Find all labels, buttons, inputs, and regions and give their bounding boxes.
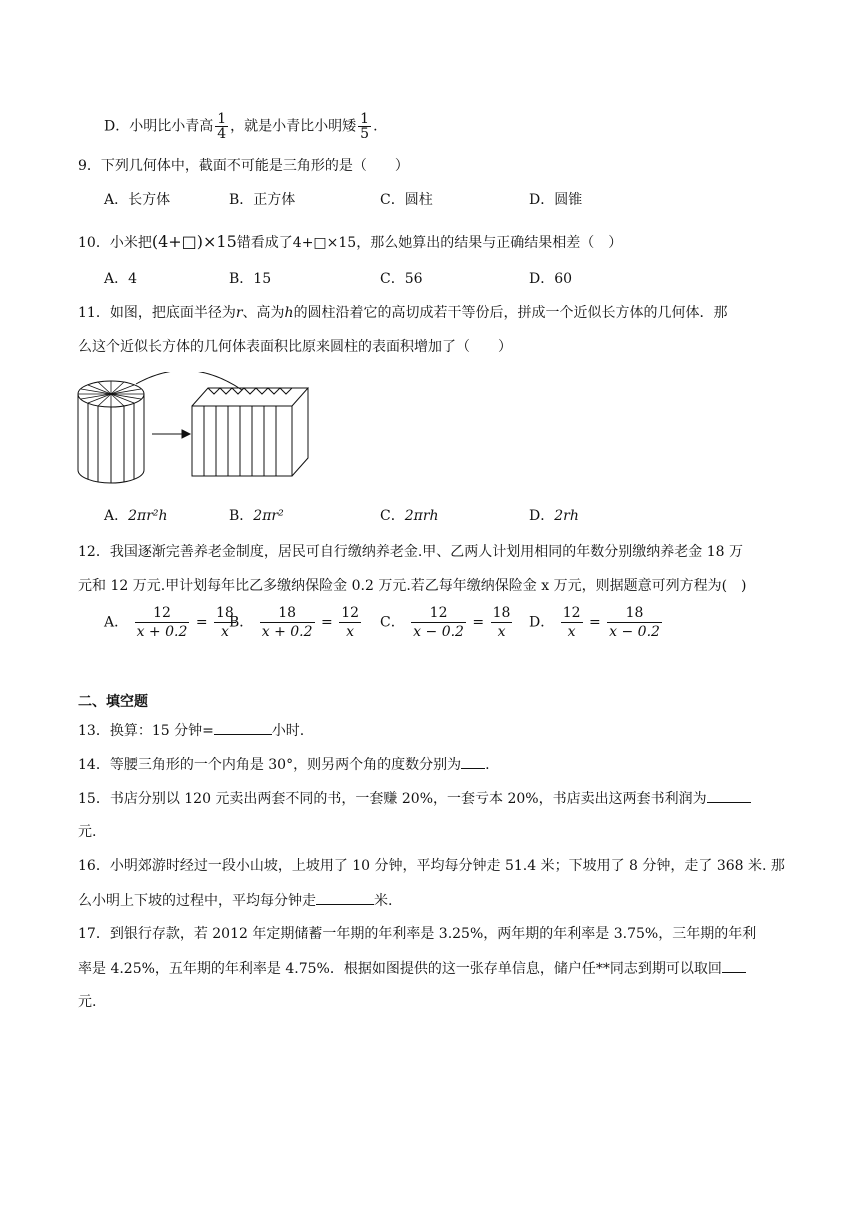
denominator: x xyxy=(497,624,506,640)
q12-option-c: C． $\frac{12}{x - 0.2}$ = $\frac{18}{x}$ xyxy=(380,605,511,640)
fraction-one-fifth xyxy=(358,112,371,141)
q16-text-b: 米. xyxy=(374,893,393,909)
denominator: x xyxy=(220,624,229,640)
q8-option-d xyxy=(104,112,378,141)
option-math: 2πrh xyxy=(404,508,439,524)
q10-stem-b: 错看成了4+□×15，那么她算出的结果与正确结果相差（ ） xyxy=(236,235,623,251)
option-label: B． xyxy=(229,508,254,524)
q15-line2: 元. xyxy=(78,824,97,840)
option-label: C． xyxy=(380,614,405,631)
equation-left-fraction xyxy=(135,604,190,641)
q15-line1 xyxy=(78,788,751,809)
numerator: 18 xyxy=(492,605,511,621)
q17-text: 率是 4.25%，五年期的年利率是 4.75%．根据如图提供的这一张存单信息，储户任**同志到期可以取回 xyxy=(78,961,722,977)
section-heading-fill-in: 二、填空题 xyxy=(78,694,148,710)
q12-option-a: A． $\frac{12}{x + 0.2}$ = $\frac{18}{x}$ xyxy=(104,605,234,640)
option-label: A． xyxy=(104,614,129,631)
height-symbol: h xyxy=(284,305,294,321)
q8d-text: D．小明比小青高 xyxy=(104,118,214,135)
denominator: x − 0.2 xyxy=(609,624,660,640)
q14 xyxy=(78,754,490,775)
fraction-one-quarter xyxy=(215,112,228,141)
q9-option-c: C．圆柱 xyxy=(380,192,433,208)
q13 xyxy=(78,720,304,741)
q8d-end: . xyxy=(373,118,378,135)
answer-blank[interactable] xyxy=(707,788,751,803)
q11-option-b xyxy=(229,506,284,526)
q12-stem-line1: 12．我国逐渐完善养老金制度，居民可自行缴纳养老金.甲、乙两人计划用相同的年数分别缴纳养老金 18 万 xyxy=(78,544,743,560)
denominator: x xyxy=(567,624,576,640)
numerator: 18 xyxy=(216,605,234,621)
q11-stem-line2: 么这个近似长方体的几何体表面积比原来圆柱的表面积增加了（ ） xyxy=(78,339,512,355)
q8d-text-mid: ，就是小青比小明矮 xyxy=(230,118,357,135)
q12-stem-line2: 元和 12 万元.甲计划每年比乙多缴纳保险金 0.2 万元.若乙每年缴纳保险金 x 万元，则据题意可列方程为( ) xyxy=(78,578,747,594)
q14-text-a: 14．等腰三角形的一个内角是 30°，则另两个角的度数分别为 xyxy=(78,757,462,773)
q12-option-d: D． $\frac{12}{x}$ = $\frac{18}{x - 0.2}$ xyxy=(529,605,660,640)
option-label: D． xyxy=(529,614,555,631)
numerator: 18 xyxy=(607,604,662,623)
q11-option-d xyxy=(529,506,579,526)
q10-option-d: D．60 xyxy=(529,271,573,287)
q9-option-a: A．长方体 xyxy=(104,192,171,208)
q11-text-c: 的圆柱沿着它的高切成若干等份后，拼成一个近似长方体的几何体．那 xyxy=(293,305,728,321)
numerator: 1 xyxy=(360,111,370,127)
radius-symbol: r xyxy=(235,305,243,321)
q11-option-a xyxy=(104,506,168,526)
q10-option-b: B．15 xyxy=(229,271,272,287)
q10-stem xyxy=(78,232,622,253)
denominator: x + 0.2 xyxy=(261,624,313,640)
q12-option-b: B． $\frac{18}{x + 0.2}$ = $\frac{12}{x}$ xyxy=(229,605,360,640)
equation-left-fraction xyxy=(260,604,315,641)
answer-blank[interactable] xyxy=(722,958,746,973)
numerator: 12 xyxy=(411,604,466,623)
denominator: x + 0.2 xyxy=(136,624,188,640)
numerator: 12 xyxy=(341,605,360,621)
q13-text-b: 小时. xyxy=(271,723,305,739)
q9-option-d: D．圆锥 xyxy=(529,192,583,208)
equation-right-fraction xyxy=(607,604,662,641)
q10-expression: (4+□)×15 xyxy=(151,232,237,251)
equation-right-fraction xyxy=(339,604,361,641)
option-math: 2πr²h xyxy=(128,508,168,524)
q10-option-c: C．56 xyxy=(380,271,423,287)
option-label: C． xyxy=(380,508,405,524)
q16-text-a: 么小明上下坡的过程中，平均每分钟走 xyxy=(78,893,316,909)
option-label: D． xyxy=(529,508,555,524)
equation-left-fraction xyxy=(561,604,583,641)
numerator: 1 xyxy=(217,111,227,127)
denominator: x xyxy=(346,624,355,640)
q9-stem: 9．下列几何体中，截面不可能是三角形的是（ ） xyxy=(78,158,409,174)
numerator: 12 xyxy=(135,604,190,623)
q11-option-c xyxy=(380,506,439,526)
q16-line2 xyxy=(78,890,392,911)
numerator: 18 xyxy=(260,604,315,623)
q17-line3: 元. xyxy=(78,994,97,1010)
q16-line1: 16．小明郊游时经过一段小山坡，上坡用了 10 分钟，平均每分钟走 51.4 米；下坡用了 8 分钟，走了 368 米. 那 xyxy=(78,858,785,874)
q13-text-a: 13．换算：15 分钟= xyxy=(78,723,214,739)
denominator: x − 0.2 xyxy=(413,624,464,640)
answer-blank[interactable] xyxy=(214,720,272,735)
equation-right-fraction xyxy=(491,604,513,641)
cylinder-to-cuboid-figure xyxy=(74,372,314,490)
denominator: 4 xyxy=(217,126,227,142)
q15-text: 15．书店分别以 120 元卖出两套不同的书，一套赚 20%，一套亏本 20%，书店卖出这两套书利润为 xyxy=(78,791,707,807)
q11-text-b: 、高为 xyxy=(242,305,285,321)
q17-line1: 17．到银行存款，若 2012 年定期储蓄一年期的年利率是 3.25%，两年期的年利率是 3.75%，三年期的年利 xyxy=(78,926,757,942)
option-label: A． xyxy=(104,508,129,524)
q11-stem-line1 xyxy=(78,303,728,323)
q10-stem-a: 10．小米把 xyxy=(78,235,152,251)
option-math: 2πr² xyxy=(253,508,284,524)
q11-text-a: 11．如图，把底面半径为 xyxy=(78,305,236,321)
option-math: 2rh xyxy=(554,508,579,524)
answer-blank[interactable] xyxy=(316,890,374,905)
q10-option-a: A．4 xyxy=(104,271,138,287)
denominator: 5 xyxy=(360,126,370,142)
option-label: B． xyxy=(229,614,254,631)
answer-blank[interactable] xyxy=(461,754,485,769)
q14-text-b: . xyxy=(485,757,490,773)
numerator: 12 xyxy=(562,605,581,621)
q17-line2 xyxy=(78,958,746,979)
equation-left-fraction xyxy=(411,604,466,641)
q9-option-b: B．正方体 xyxy=(229,192,296,208)
